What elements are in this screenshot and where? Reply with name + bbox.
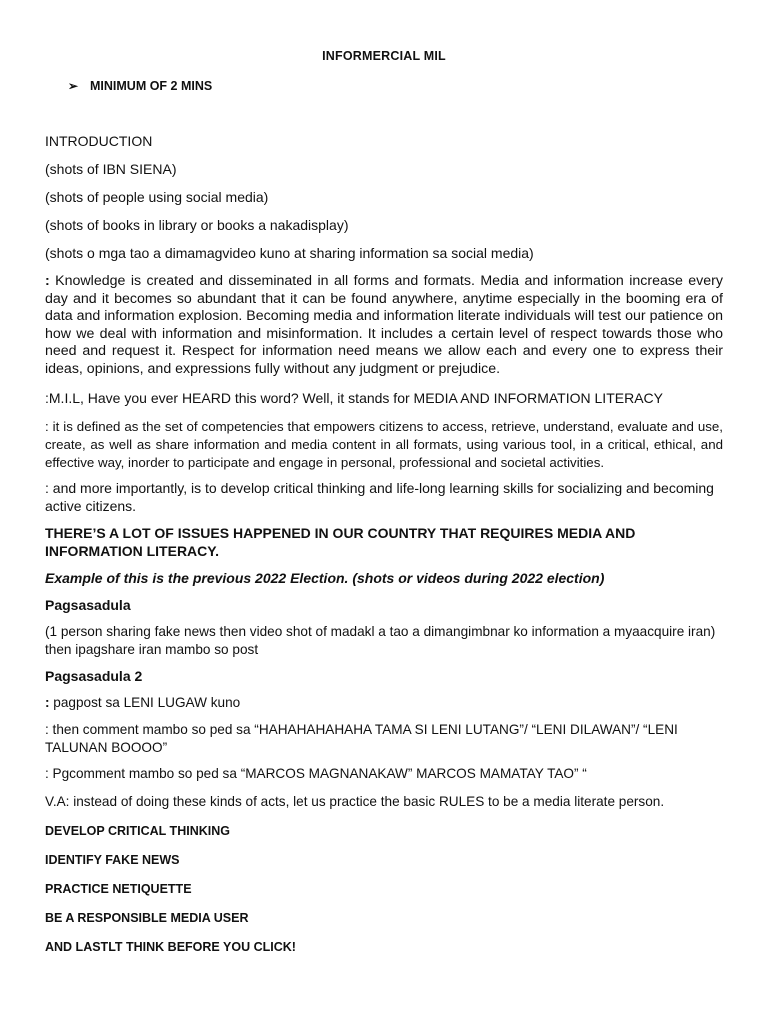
- comment-line: : then comment mambo so ped sa “HAHAHAHAHAHA TAMA SI LENI LUTANG”/ “LENI DILAWAN”/ “LENI TALUNAN BOOOO”: [45, 722, 678, 755]
- rule-item: IDENTIFY FAKE NEWS: [45, 853, 180, 867]
- mil-definition-line: :M.I.L, Have you ever HEARD this word? Well, it stands for MEDIA AND INFORMATION LITERACY: [45, 390, 663, 406]
- line-colon: :: [45, 695, 50, 710]
- shot-line: (shots of people using social media): [45, 189, 269, 205]
- knowledge-paragraph: [45, 273, 723, 379]
- va-line: V.A: instead of doing these kinds of acts, let us practice the basic RULES to be a media literate person.: [45, 794, 665, 809]
- pagsasadula-heading: Pagsasadula: [45, 597, 131, 613]
- shot-line: (shots of IBN SIENA): [45, 161, 177, 177]
- bullet-text: MINIMUM OF 2 MINS: [90, 79, 213, 93]
- pagsasadula-text: (1 person sharing fake news then video shot of madakl a tao a dimangimbnar ko information a myaacquire iran) then ipagshare iran mambo so post: [45, 624, 716, 657]
- example-line: Example of this is the previous 2022 Election. (shots or videos during 2022 election): [45, 570, 605, 586]
- shot-line: (shots of books in library or books a nakadisplay): [45, 217, 349, 233]
- issues-heading: THERE’S A LOT OF ISSUES HAPPENED IN OUR COUNTRY THAT REQUIRES MEDIA AND INFORMATION LITERACY.: [45, 525, 636, 559]
- rule-item: BE A RESPONSIBLE MEDIA USER: [45, 911, 249, 925]
- critical-thinking-paragraph: : and more importantly, is to develop critical thinking and life-long learning skills for socializing and becoming active citizens.: [45, 480, 714, 514]
- competencies-paragraph: : it is defined as the set of competencies that empowers citizens to access, retrieve, understand, evaluate and use, create, as well as share information and media content in all formats, using various tool, in a critical, ethical, and effective way, inorder to participate and engage in personal, professional and societal activities.: [45, 419, 723, 470]
- intro-heading: INTRODUCTION: [45, 133, 153, 149]
- paragraph-text: Knowledge is created and disseminated in all forms and formats. Media and information increase every day and it becomes so abundant that it can be found anywhere, anytime especially in the booming era of data and information explosion. Becoming media and information literate individuals will test our patience on how we deal with information and misinformation. It includes a certain level of respect towards those who need and request it. Respect for information need means we allow each and every one to express their ideas, opinions, and expressions fully without any judgment or prejudice.: [45, 273, 723, 377]
- line-text: pagpost sa LENI LUGAW kuno: [49, 695, 241, 710]
- rule-item: PRACTICE NETIQUETTE: [45, 882, 192, 896]
- rule-item: DEVELOP CRITICAL THINKING: [45, 824, 230, 838]
- pagpost-line: [45, 694, 723, 712]
- comment-line: : Pgcomment mambo so ped sa “MARCOS MAGNANAKAW” MARCOS MAMATAY TAO” “: [45, 766, 587, 781]
- document-title: INFORMERCIAL MIL: [322, 49, 446, 63]
- arrow-bullet-icon: ➢: [68, 79, 79, 93]
- shot-line: (shots o mga tao a dimamagvideo kuno at sharing information sa social media): [45, 245, 534, 261]
- rule-item: AND LASTLT THINK BEFORE YOU CLICK!: [45, 940, 296, 954]
- pagsasadula-2-heading: Pagsasadula 2: [45, 668, 143, 684]
- paragraph-colon: :: [45, 273, 50, 289]
- bullet-item: [68, 77, 746, 95]
